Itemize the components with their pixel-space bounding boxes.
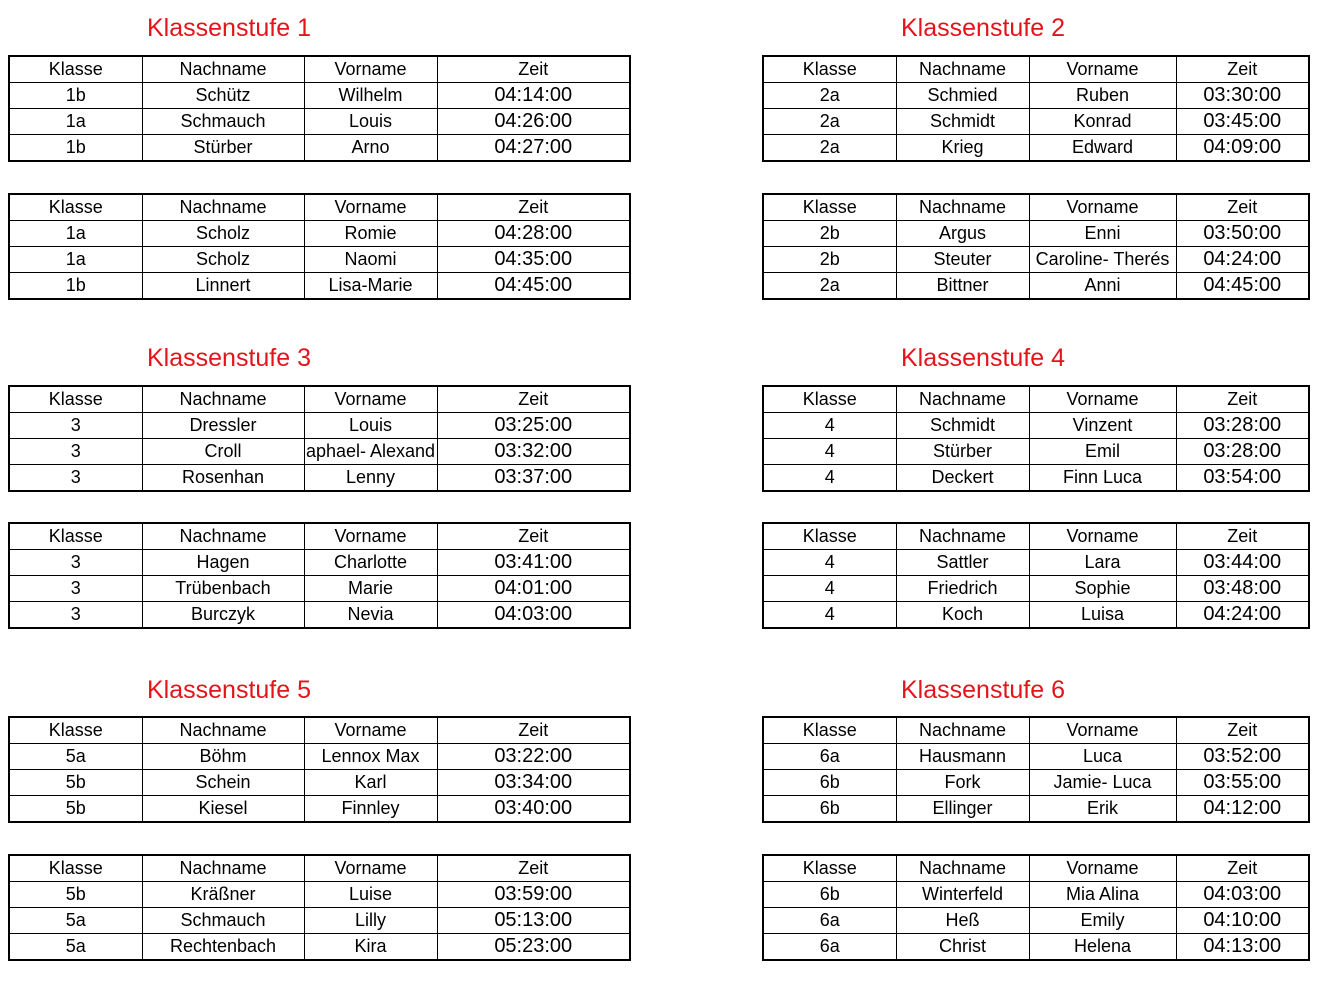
header-nachname: Nachname [142, 194, 304, 221]
table-row [763, 882, 1309, 908]
results-table [8, 522, 631, 629]
table-row [763, 908, 1309, 934]
cell-klasse: 4 [763, 465, 896, 492]
header-zeit: Zeit [437, 56, 630, 83]
table-header-row [763, 717, 1309, 744]
cell-zeit: 04:45:00 [1176, 273, 1309, 300]
cell-klasse: 1b [9, 273, 142, 300]
cell-vorname: Emil [1029, 439, 1176, 465]
cell-nachname: Scholz [142, 221, 304, 247]
cell-nachname: Schmauch [142, 908, 304, 934]
table-header-row [763, 194, 1309, 221]
header-zeit: Zeit [1176, 717, 1309, 744]
cell-zeit: 05:23:00 [437, 934, 630, 961]
cell-nachname: Christ [896, 934, 1029, 961]
table-row [9, 576, 630, 602]
header-vorname: Vorname [304, 386, 437, 413]
table-header-row [763, 523, 1309, 550]
cell-nachname: Sattler [896, 550, 1029, 576]
table-row [763, 439, 1309, 465]
cell-klasse: 4 [763, 576, 896, 602]
table-header-row [763, 855, 1309, 882]
cell-klasse: 3 [9, 413, 142, 439]
cell-vorname: Charlotte [304, 550, 437, 576]
cell-nachname: Scholz [142, 247, 304, 273]
cell-vorname: Luca [1029, 744, 1176, 770]
cell-vorname: Lara [1029, 550, 1176, 576]
header-klasse: Klasse [763, 386, 896, 413]
table-row [763, 273, 1309, 300]
header-vorname: Vorname [1029, 386, 1176, 413]
header-zeit: Zeit [1176, 386, 1309, 413]
cell-vorname: Louis [304, 413, 437, 439]
cell-klasse: 6b [763, 882, 896, 908]
cell-nachname: Schmidt [896, 109, 1029, 135]
cell-nachname: Winterfeld [896, 882, 1029, 908]
cell-vorname: Sophie [1029, 576, 1176, 602]
cell-nachname: Stürber [896, 439, 1029, 465]
cell-zeit: 04:24:00 [1176, 602, 1309, 629]
cell-zeit: 03:59:00 [437, 882, 630, 908]
cell-zeit: 03:25:00 [437, 413, 630, 439]
cell-nachname: Hausmann [896, 744, 1029, 770]
cell-nachname: Heß [896, 908, 1029, 934]
results-table [762, 193, 1310, 300]
header-klasse: Klasse [9, 194, 142, 221]
cell-zeit: 03:45:00 [1176, 109, 1309, 135]
table-header-row [9, 717, 630, 744]
table-header-row [9, 855, 630, 882]
header-vorname: Vorname [304, 194, 437, 221]
cell-nachname: Argus [896, 221, 1029, 247]
table-row [763, 413, 1309, 439]
cell-nachname: Schmied [896, 83, 1029, 109]
header-nachname: Nachname [142, 386, 304, 413]
table-row [9, 744, 630, 770]
cell-nachname: Dressler [142, 413, 304, 439]
cell-vorname: Enni [1029, 221, 1176, 247]
cell-zeit: 04:03:00 [1176, 882, 1309, 908]
cell-vorname: Luise [304, 882, 437, 908]
table-row [9, 934, 630, 961]
cell-vorname: Naomi [304, 247, 437, 273]
header-nachname: Nachname [896, 717, 1029, 744]
cell-zeit: 04:13:00 [1176, 934, 1309, 961]
header-nachname: Nachname [142, 717, 304, 744]
table-row [9, 221, 630, 247]
table-header-row [763, 56, 1309, 83]
cell-klasse: 1a [9, 109, 142, 135]
results-table [762, 55, 1310, 162]
header-vorname: Vorname [304, 855, 437, 882]
cell-klasse: 5b [9, 770, 142, 796]
cell-vorname: Lisa-Marie [304, 273, 437, 300]
cell-zeit: 03:22:00 [437, 744, 630, 770]
cell-vorname: Karl [304, 770, 437, 796]
cell-zeit: 03:44:00 [1176, 550, 1309, 576]
cell-vorname: Anni [1029, 273, 1176, 300]
cell-klasse: 6b [763, 796, 896, 823]
cell-klasse: 2a [763, 135, 896, 162]
cell-vorname: Louis [304, 109, 437, 135]
cell-nachname: Deckert [896, 465, 1029, 492]
cell-klasse: 4 [763, 602, 896, 629]
cell-nachname: Schein [142, 770, 304, 796]
cell-vorname: Emily [1029, 908, 1176, 934]
header-vorname: Vorname [1029, 56, 1176, 83]
cell-zeit: 03:55:00 [1176, 770, 1309, 796]
table-row [9, 413, 630, 439]
results-table [762, 716, 1310, 823]
cell-vorname: Romie [304, 221, 437, 247]
cell-klasse: 1b [9, 83, 142, 109]
cell-klasse: 6b [763, 770, 896, 796]
table-row [763, 576, 1309, 602]
cell-klasse: 1b [9, 135, 142, 162]
cell-zeit: 03:28:00 [1176, 413, 1309, 439]
table-header-row [9, 56, 630, 83]
cell-klasse: 5b [9, 882, 142, 908]
cell-klasse: 6a [763, 744, 896, 770]
table-row [763, 934, 1309, 961]
cell-zeit: 05:13:00 [437, 908, 630, 934]
table-row [763, 744, 1309, 770]
header-klasse: Klasse [763, 194, 896, 221]
cell-nachname: Schmidt [896, 413, 1029, 439]
header-klasse: Klasse [9, 855, 142, 882]
cell-nachname: Kräßner [142, 882, 304, 908]
cell-nachname: Rechtenbach [142, 934, 304, 961]
cell-klasse: 5b [9, 796, 142, 823]
cell-nachname: Krieg [896, 135, 1029, 162]
cell-zeit: 04:10:00 [1176, 908, 1309, 934]
header-zeit: Zeit [437, 855, 630, 882]
header-nachname: Nachname [142, 56, 304, 83]
cell-vorname: Marie [304, 576, 437, 602]
table-row [763, 83, 1309, 109]
header-klasse: Klasse [9, 717, 142, 744]
cell-nachname: Bittner [896, 273, 1029, 300]
cell-zeit: 04:12:00 [1176, 796, 1309, 823]
cell-zeit: 04:27:00 [437, 135, 630, 162]
table-row [763, 770, 1309, 796]
table-row [763, 602, 1309, 629]
cell-vorname: Finnley [304, 796, 437, 823]
header-vorname: Vorname [1029, 194, 1176, 221]
header-klasse: Klasse [9, 386, 142, 413]
cell-vorname: Lenny [304, 465, 437, 492]
table-row [763, 247, 1309, 273]
cell-vorname: Mia Alina [1029, 882, 1176, 908]
cell-zeit: 04:26:00 [437, 109, 630, 135]
cell-vorname: Edward [1029, 135, 1176, 162]
cell-klasse: 6a [763, 934, 896, 961]
cell-zeit: 03:48:00 [1176, 576, 1309, 602]
cell-zeit: 04:09:00 [1176, 135, 1309, 162]
cell-klasse: 5a [9, 908, 142, 934]
header-vorname: Vorname [1029, 717, 1176, 744]
cell-nachname: Schmauch [142, 109, 304, 135]
header-zeit: Zeit [1176, 855, 1309, 882]
cell-zeit: 03:34:00 [437, 770, 630, 796]
cell-klasse: 4 [763, 550, 896, 576]
results-table [8, 385, 631, 492]
table-header-row [763, 386, 1309, 413]
cell-vorname: Konrad [1029, 109, 1176, 135]
cell-zeit: 03:50:00 [1176, 221, 1309, 247]
table-row [763, 465, 1309, 492]
results-table [8, 193, 631, 300]
table-header-row [9, 386, 630, 413]
cell-vorname: Ruben [1029, 83, 1176, 109]
cell-nachname: Fork [896, 770, 1029, 796]
cell-nachname: Steuter [896, 247, 1029, 273]
cell-vorname: Luisa [1029, 602, 1176, 629]
results-table [762, 385, 1310, 492]
cell-zeit: 04:24:00 [1176, 247, 1309, 273]
cell-zeit: 03:40:00 [437, 796, 630, 823]
cell-klasse: 5a [9, 934, 142, 961]
cell-klasse: 3 [9, 439, 142, 465]
table-row [9, 908, 630, 934]
table-row [763, 135, 1309, 162]
table-row [9, 882, 630, 908]
cell-zeit: 04:45:00 [437, 273, 630, 300]
header-nachname: Nachname [896, 855, 1029, 882]
cell-nachname: Koch [896, 602, 1029, 629]
table-row [763, 221, 1309, 247]
cell-nachname: Friedrich [896, 576, 1029, 602]
section-title: Klassenstufe 2 [901, 14, 1065, 42]
cell-nachname: Croll [142, 439, 304, 465]
cell-vorname: Vinzent [1029, 413, 1176, 439]
header-vorname: Vorname [304, 717, 437, 744]
cell-zeit: 04:14:00 [437, 83, 630, 109]
table-row [9, 602, 630, 629]
cell-klasse: 3 [9, 465, 142, 492]
cell-vorname: Caroline- Therés [1029, 247, 1176, 273]
section-title: Klassenstufe 1 [147, 14, 311, 42]
header-klasse: Klasse [763, 56, 896, 83]
cell-klasse: 3 [9, 602, 142, 629]
cell-zeit: 03:32:00 [437, 439, 630, 465]
cell-zeit: 03:52:00 [1176, 744, 1309, 770]
header-nachname: Nachname [142, 523, 304, 550]
table-header-row [9, 194, 630, 221]
cell-vorname: Erik [1029, 796, 1176, 823]
cell-vorname: aphael- Alexand [304, 439, 437, 465]
header-zeit: Zeit [437, 386, 630, 413]
cell-nachname: Böhm [142, 744, 304, 770]
header-vorname: Vorname [1029, 523, 1176, 550]
header-zeit: Zeit [1176, 523, 1309, 550]
cell-klasse: 4 [763, 413, 896, 439]
table-row [9, 550, 630, 576]
cell-klasse: 3 [9, 576, 142, 602]
cell-nachname: Hagen [142, 550, 304, 576]
cell-klasse: 6a [763, 908, 896, 934]
cell-nachname: Stürber [142, 135, 304, 162]
table-row [9, 273, 630, 300]
cell-vorname: Lilly [304, 908, 437, 934]
header-klasse: Klasse [763, 523, 896, 550]
cell-nachname: Schütz [142, 83, 304, 109]
table-row [9, 109, 630, 135]
header-vorname: Vorname [304, 56, 437, 83]
cell-zeit: 04:01:00 [437, 576, 630, 602]
table-row [763, 109, 1309, 135]
cell-nachname: Trübenbach [142, 576, 304, 602]
cell-vorname: Lennox Max [304, 744, 437, 770]
cell-klasse: 2a [763, 273, 896, 300]
cell-klasse: 2b [763, 221, 896, 247]
cell-nachname: Kiesel [142, 796, 304, 823]
cell-nachname: Ellinger [896, 796, 1029, 823]
table-row [763, 796, 1309, 823]
cell-vorname: Helena [1029, 934, 1176, 961]
section-title: Klassenstufe 4 [901, 344, 1065, 372]
cell-zeit: 03:54:00 [1176, 465, 1309, 492]
cell-vorname: Wilhelm [304, 83, 437, 109]
cell-vorname: Kira [304, 934, 437, 961]
header-nachname: Nachname [896, 386, 1029, 413]
header-nachname: Nachname [142, 855, 304, 882]
table-row [9, 135, 630, 162]
cell-vorname: Nevia [304, 602, 437, 629]
results-table [8, 55, 631, 162]
cell-zeit: 03:41:00 [437, 550, 630, 576]
cell-zeit: 04:28:00 [437, 221, 630, 247]
results-table [762, 854, 1310, 961]
header-klasse: Klasse [9, 56, 142, 83]
table-header-row [9, 523, 630, 550]
header-nachname: Nachname [896, 56, 1029, 83]
cell-klasse: 4 [763, 439, 896, 465]
cell-klasse: 2a [763, 109, 896, 135]
table-row [9, 247, 630, 273]
cell-klasse: 3 [9, 550, 142, 576]
results-table [8, 854, 631, 961]
header-klasse: Klasse [9, 523, 142, 550]
header-klasse: Klasse [763, 855, 896, 882]
section-title: Klassenstufe 6 [901, 676, 1065, 704]
cell-klasse: 5a [9, 744, 142, 770]
cell-vorname: Finn Luca [1029, 465, 1176, 492]
cell-klasse: 1a [9, 221, 142, 247]
cell-klasse: 2b [763, 247, 896, 273]
cell-klasse: 2a [763, 83, 896, 109]
cell-nachname: Rosenhan [142, 465, 304, 492]
header-vorname: Vorname [304, 523, 437, 550]
results-table [8, 716, 631, 823]
cell-nachname: Burczyk [142, 602, 304, 629]
header-zeit: Zeit [1176, 194, 1309, 221]
section-title: Klassenstufe 3 [147, 344, 311, 372]
table-row [9, 439, 630, 465]
header-klasse: Klasse [763, 717, 896, 744]
header-zeit: Zeit [1176, 56, 1309, 83]
header-zeit: Zeit [437, 523, 630, 550]
table-row [9, 770, 630, 796]
header-zeit: Zeit [437, 194, 630, 221]
cell-klasse: 1a [9, 247, 142, 273]
table-row [9, 796, 630, 823]
table-row [9, 465, 630, 492]
cell-zeit: 04:03:00 [437, 602, 630, 629]
results-table [762, 522, 1310, 629]
cell-zeit: 04:35:00 [437, 247, 630, 273]
header-nachname: Nachname [896, 194, 1029, 221]
table-row [763, 550, 1309, 576]
table-row [9, 83, 630, 109]
header-nachname: Nachname [896, 523, 1029, 550]
header-zeit: Zeit [437, 717, 630, 744]
section-title: Klassenstufe 5 [147, 676, 311, 704]
cell-zeit: 03:37:00 [437, 465, 630, 492]
cell-zeit: 03:30:00 [1176, 83, 1309, 109]
cell-vorname: Arno [304, 135, 437, 162]
header-vorname: Vorname [1029, 855, 1176, 882]
cell-zeit: 03:28:00 [1176, 439, 1309, 465]
cell-vorname: Jamie- Luca [1029, 770, 1176, 796]
cell-nachname: Linnert [142, 273, 304, 300]
